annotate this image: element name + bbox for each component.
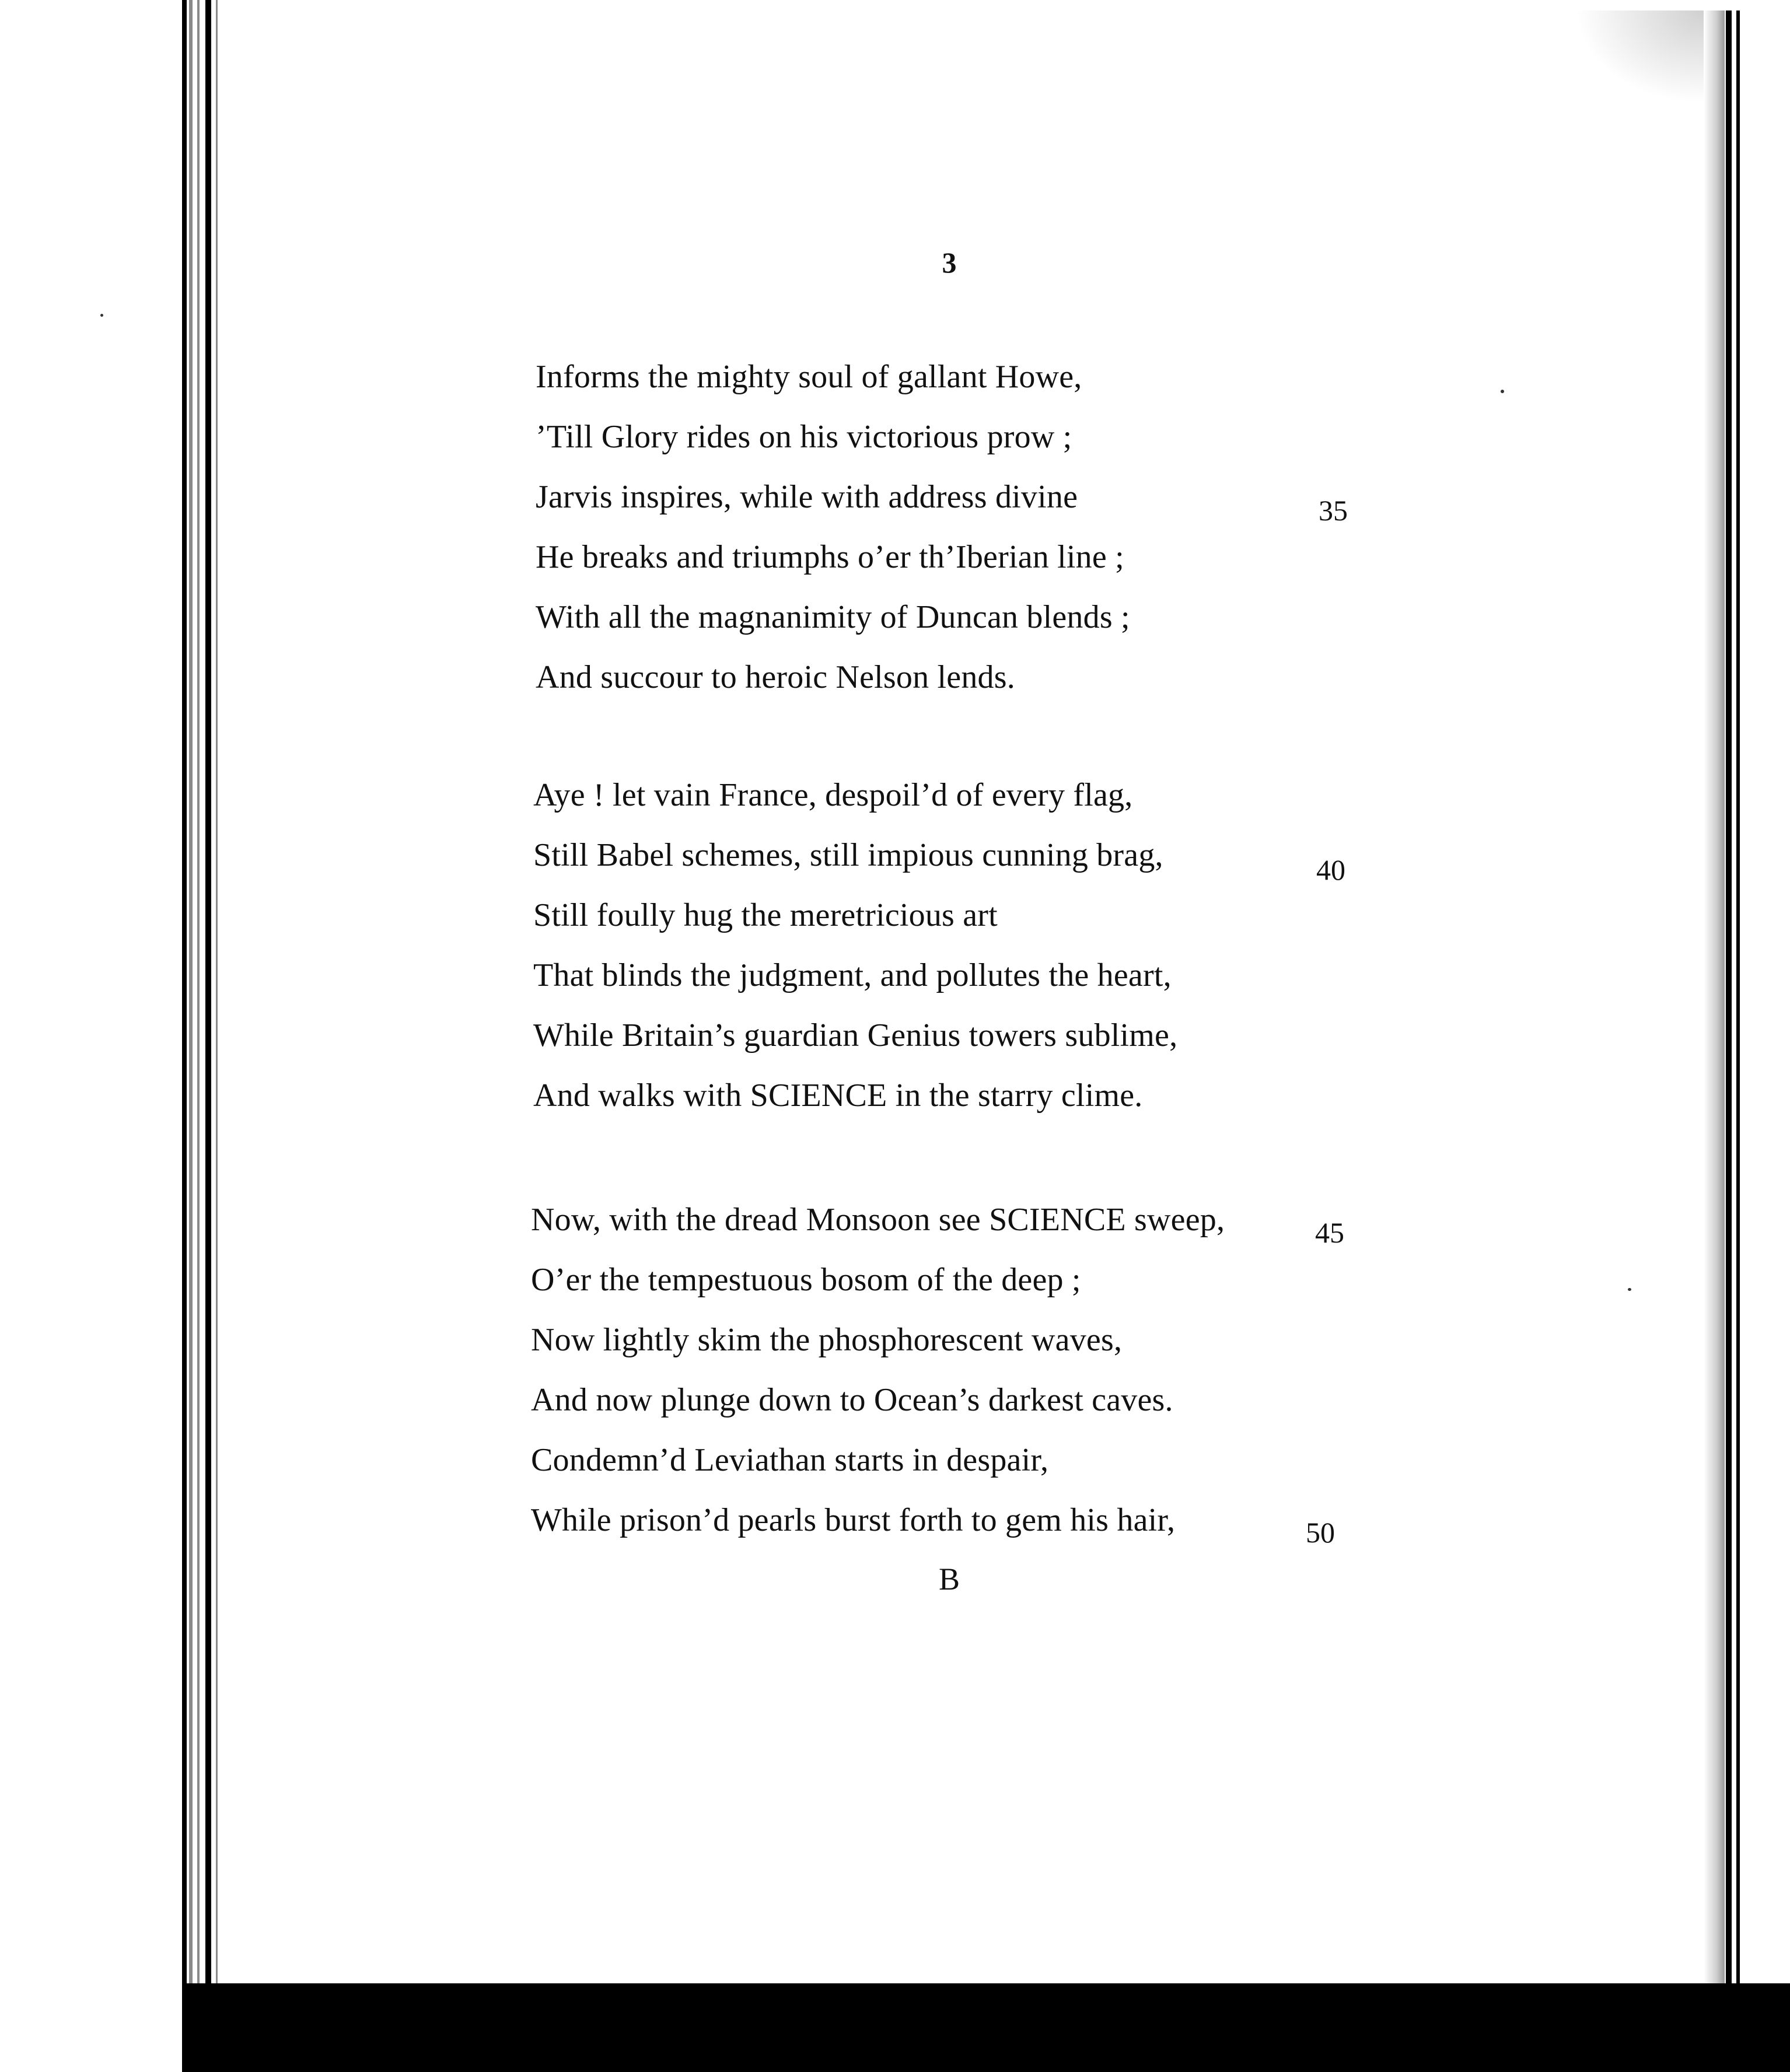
verse-line: And walks with SCIENCE in the starry clime. <box>533 1077 1143 1114</box>
verse-line: ’Till Glory rides on his victorious prow ; <box>536 419 1072 455</box>
verse-line: Aye ! let vain France, despoil’d of every flag, <box>533 777 1133 813</box>
verse-line: He breaks and triumphs o’er th’Iberian line ; <box>536 539 1124 575</box>
verse-line: Informs the mighty soul of gallant Howe, <box>536 359 1082 395</box>
verse-line: Jarvis inspires, while with address divine <box>536 479 1078 515</box>
verse-line: That blinds the judgment, and pollutes the heart, <box>533 957 1172 993</box>
verse-line: And now plunge down to Ocean’s darkest caves. <box>531 1382 1173 1418</box>
binding-edge <box>182 0 187 1992</box>
binding-edge <box>197 0 200 1992</box>
page-number: 3 <box>942 246 957 279</box>
scan-speck <box>100 314 103 317</box>
verse-line: Condemn’d Leviathan starts in despair, <box>531 1442 1049 1478</box>
scan-noise <box>1575 10 1704 104</box>
verse-line: While Britain’s guardian Genius towers sublime, <box>533 1017 1178 1054</box>
page-edge <box>1736 10 1740 1994</box>
verse-line: And succour to heroic Nelson lends. <box>536 659 1015 695</box>
line-number: 40 <box>1316 853 1345 886</box>
scan-border-bottom <box>182 1983 1790 2072</box>
binding-edge <box>205 0 211 1992</box>
verse-line: O’er the tempestuous bosom of the deep ; <box>531 1262 1081 1298</box>
binding-edge <box>216 0 218 1992</box>
signature-mark: B <box>938 1562 960 1597</box>
line-number: 35 <box>1319 494 1348 527</box>
binding-edge <box>189 0 193 1992</box>
verse-line: Now, with the dread Monsoon see SCIENCE sweep, <box>531 1202 1225 1238</box>
scan-speck <box>1501 390 1504 393</box>
line-number: 50 <box>1306 1516 1335 1549</box>
line-number: 45 <box>1315 1216 1344 1249</box>
scan-speck <box>1628 1288 1631 1291</box>
page-edge <box>1726 10 1732 1994</box>
verse-line: Now lightly skim the phosphorescent waves, <box>531 1322 1123 1358</box>
verse-line: Still Babel schemes, still impious cunning brag, <box>533 837 1163 873</box>
verse-line: While prison’d pearls burst forth to gem his hair, <box>531 1502 1176 1538</box>
verse-line: Still foully hug the meretricious art <box>533 897 998 933</box>
verse-line: With all the magnanimity of Duncan blends ; <box>536 599 1130 635</box>
page-edge-shadow <box>1704 10 1725 1994</box>
